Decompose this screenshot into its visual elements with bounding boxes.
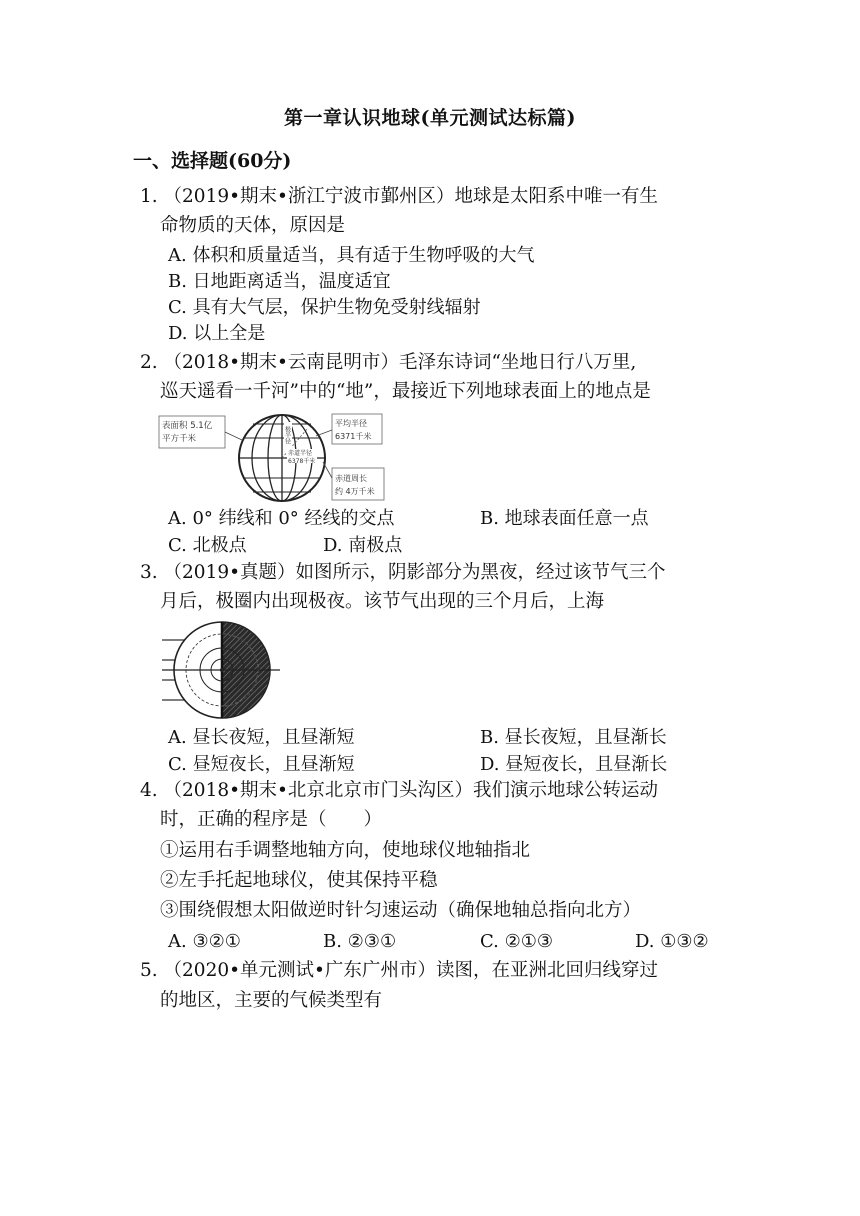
question-5-stem-line-1: 5. （2020•单元测试•广东广州市）读图，在亚洲北回归线穿过: [140, 960, 658, 981]
question-4-option-b[interactable]: B. ②③①: [323, 931, 397, 952]
question-3-option-d[interactable]: D. 昼短夜长，且昼渐长: [480, 754, 668, 775]
question-3-option-b[interactable]: B. 昼长夜短，且昼渐长: [480, 727, 667, 748]
question-5-stem-line-2: 的地区，主要的气候类型有: [160, 990, 383, 1011]
question-4-option-c[interactable]: C. ②①③: [480, 931, 553, 952]
section-heading: 一、选择题(60分): [133, 150, 292, 172]
question-1-option-b[interactable]: B. 日地距离适当，温度适宜: [168, 271, 391, 292]
question-4-stem-line-1: 4. （2018•期末•北京北京市门头沟区）我们演示地球公转运动: [140, 780, 658, 801]
question-4-step-2: ②左手托起地球仪，使其保持平稳: [160, 870, 438, 891]
earth-dimensions-figure: [158, 408, 394, 504]
question-4-option-a[interactable]: A. ③②①: [168, 931, 241, 952]
question-2-stem-line-1: 2. （2018•期末•云南昆明市）毛泽东诗词“坐地日行八万里,: [140, 352, 637, 373]
globe-icon: [239, 415, 325, 501]
polar-radius-label: 极半径: [283, 426, 291, 444]
question-4-stem-line-2: 时，正确的程序是（ ）: [160, 809, 383, 830]
question-3-option-a[interactable]: A. 昼长夜短，且昼渐短: [168, 727, 355, 748]
question-4-step-3: ③围绕假想太阳做逆时针匀速运动（确保地轴总指向北方）: [160, 900, 642, 921]
circumference-label-line-2: 约 4万千米: [335, 487, 375, 496]
question-1-stem-line-1: 1. （2019•期末•浙江宁波市鄞州区）地球是太阳系中唯一有生: [140, 186, 658, 207]
mean-radius-label-line-2: 6371千米: [335, 432, 372, 441]
question-2-option-b[interactable]: B. 地球表面任意一点: [480, 508, 649, 529]
question-2-stem-line-2: 巡天遥看一千河”中的“地”，最接近下列地球表面上的地点是: [160, 381, 651, 402]
area-label-line-1: 表面积 5.1亿: [162, 421, 213, 431]
question-1-stem-line-2: 命物质的天体，原因是: [160, 215, 346, 236]
question-3-stem-line-1: 3. （2019•真题）如图所示，阴影部分为黑夜，经过该节气三个: [140, 562, 666, 583]
area-label-line-2: 平方千米: [162, 434, 197, 444]
question-4-option-d[interactable]: D. ①③②: [635, 931, 709, 952]
question-2-option-d[interactable]: D. 南极点: [323, 535, 403, 556]
day-night-diagram: [162, 620, 280, 720]
page-title: 第一章认识地球(单元测试达标篇): [284, 107, 576, 129]
question-2-option-c[interactable]: C. 北极点: [168, 535, 247, 556]
circumference-label-line-1: 赤道周长: [335, 474, 367, 483]
day-night-figure: [162, 620, 280, 720]
equator-radius-value: 6378千米: [288, 458, 316, 465]
question-3-option-c[interactable]: C. 昼短夜长，且昼渐短: [168, 754, 355, 775]
question-2-option-a[interactable]: A. 0° 纬线和 0° 经线的交点: [168, 508, 395, 529]
question-1-option-d[interactable]: D. 以上全是: [168, 323, 266, 344]
question-1-option-c[interactable]: C. 具有大气层，保护生物免受射线辐射: [168, 297, 481, 318]
mean-radius-label-line-1: 平均半径: [335, 419, 367, 428]
earth-dimensions-diagram: [158, 408, 394, 504]
equator-radius-label: 赤道半径: [288, 450, 313, 457]
question-4-step-1: ①运用右手调整地轴方向，使地球仪地轴指北: [160, 840, 531, 861]
question-3-stem-line-2: 月后，极圈内出现极夜。该节气出现的三个月后，上海: [160, 591, 605, 612]
question-1-option-a[interactable]: A. 体积和质量适当，具有适于生物呼吸的大气: [168, 245, 535, 266]
